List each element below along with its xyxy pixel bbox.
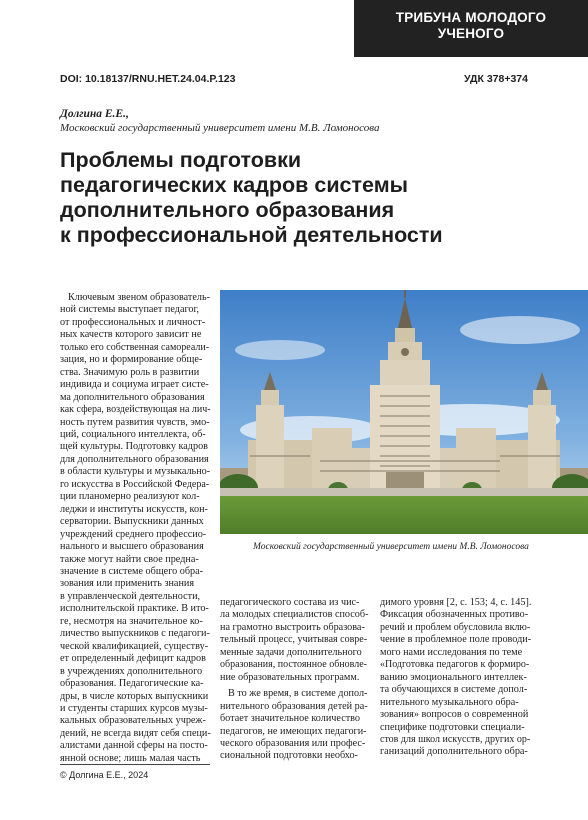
body-text-line: также могут найти свое предна- — [60, 553, 199, 565]
body-text-line: ных качеств которого зависит не — [60, 329, 202, 341]
body-text-line: педагогического состава из чис- — [220, 597, 360, 608]
body-text-line: ций, социального интеллекта, об- — [60, 428, 206, 440]
body-text-line: Фиксация обозначенных противо- — [380, 609, 529, 621]
body-text-line: как сфера, воздействующая на лич- — [60, 404, 211, 416]
body-text-line: стов для школ искусств, других ор- — [380, 733, 531, 745]
copyright-note: © Долгина Е.Е., 2024 — [60, 770, 149, 780]
body-text-line: от профессиональных и личност- — [60, 316, 206, 328]
body-text-line: ние образовательных программ. — [220, 671, 360, 683]
body-text-line: ческой квалификацией, существу- — [60, 640, 209, 652]
body-text-line: «Подготовка педагогов к формиро- — [380, 659, 530, 671]
title-line: Проблемы подготовки — [60, 148, 302, 172]
title-line: педагогических кадров системы — [60, 173, 408, 197]
body-text-line: исполнительской практике. В ито- — [60, 603, 209, 615]
body-text-line: менные задачи дополнительного — [220, 646, 362, 658]
badge-line-2: УЧЕНОГО — [437, 26, 505, 41]
body-text-line: тельный процесс, учитывая совре- — [220, 634, 368, 646]
body-text-line: нительного образования детей ра- — [220, 700, 368, 712]
body-text-line: димого уровня [2, с. 153; 4, с. 145]. — [380, 597, 532, 608]
body-text-line: ла молодых специалистов способ- — [220, 609, 369, 621]
udk-code: УДК 378+374 — [464, 73, 528, 85]
body-text-line: та обучающихся в системе допол- — [380, 684, 528, 696]
body-text-line: го искусства в Российской Федера- — [60, 478, 210, 490]
title-line: к профессиональной деятельности — [60, 223, 443, 247]
body-text-line: сиональной подготовки необхо- — [220, 750, 358, 762]
body-text-line: ной системы выступает педагог, — [60, 304, 200, 316]
footnote-divider — [60, 764, 210, 765]
body-text-line: специфике подготовки специали- — [380, 721, 525, 733]
body-text-line: образования. Педагогические ка- — [60, 678, 204, 690]
doi-link[interactable]: DOI: 10.18137/RNU.HET.24.04.P.123 — [60, 73, 236, 85]
journal-section-badge — [354, 0, 588, 57]
body-text-right-column — [380, 597, 530, 759]
body-text-line: для дополнительного образования — [60, 453, 209, 465]
body-text-line: ботает значительное количество — [220, 713, 361, 725]
body-text-line: нительного музыкального обра- — [380, 696, 519, 708]
body-text-line: чение в проблемное поле проводи- — [380, 634, 532, 646]
body-text-line: в управленческой деятельности, — [60, 590, 201, 602]
body-text-line: ства. Значимую роль в развитии — [60, 366, 200, 378]
body-text-line: ганизаций дополнительного обра- — [380, 746, 528, 758]
body-text-line: ческого образования или профес- — [220, 737, 366, 749]
body-text-line: дры, в числе которых выпускники — [60, 690, 209, 702]
body-text-line: в области культуры и музыкально- — [60, 466, 211, 478]
body-text-line: только его собственная самореали- — [60, 341, 210, 353]
body-text-line: ма дополнительного образования — [60, 391, 205, 403]
body-text-line: нального и высшего образования — [60, 541, 204, 553]
body-text-line: зования или применить знания — [60, 578, 195, 590]
body-text-middle-column — [220, 597, 368, 763]
body-text-line: на грамотно выстроить образова- — [220, 621, 365, 633]
body-text-line: ции планомерно реализуют кол- — [60, 491, 200, 503]
body-text-line: личество выпускников с педагоги- — [60, 628, 210, 640]
body-text-line: учреждений среднего профессио- — [60, 528, 207, 540]
title-line: дополнительного образования — [60, 198, 395, 222]
body-text-line: значение в системе общего обра- — [60, 565, 204, 577]
author-affiliation: Московский государственный университет имени М.В. Ломоносова — [60, 122, 380, 134]
body-text-line: щей культуры. Подготовку кадров — [60, 441, 208, 453]
body-text-line: зация, но и формирование обще- — [60, 354, 203, 366]
author-name: Долгина Е.Е., — [60, 108, 129, 120]
body-text-line: кальных образовательных учреж- — [60, 715, 206, 727]
body-text-line: зования» вопросов о современной — [380, 709, 529, 721]
body-text-line: речий и проблем обусловила вклю- — [380, 621, 531, 633]
body-text-line: образования, постоянное обновле- — [220, 659, 367, 671]
badge-line-1: ТРИБУНА МОЛОДОГО — [395, 10, 547, 25]
body-text-line: алистами данной сферы на посто- — [60, 740, 208, 752]
body-text-line: леджи и институты искусств, кон- — [60, 503, 208, 515]
body-text-line: ге, несмотря на значительное ко- — [60, 615, 203, 627]
body-text-line: в учреждениях дополнительного — [60, 665, 203, 677]
body-text-line: мого нами исследования по теме — [380, 646, 523, 658]
body-text-line: дений, не всегда видят себя специ- — [60, 727, 211, 739]
body-text-line: Ключевым звеном образователь- — [68, 292, 211, 303]
body-text-line: и студенты старших курсов музы- — [60, 702, 208, 714]
photo-caption: Московский государственный университет имени М.В. Ломоносова — [253, 542, 529, 552]
body-text-line: ет определенный дефицит кадров — [60, 653, 206, 665]
body-text-line: ность путем развития чувств, эмо- — [60, 416, 210, 428]
body-text-line: янной основе; лишь малая часть — [60, 752, 201, 764]
body-text-left-column — [60, 292, 210, 765]
university-building-photo — [220, 290, 588, 534]
body-text-line: педагогов, не имеющих педагоги- — [220, 725, 367, 737]
body-text-line: ванию эмоционального интеллек- — [380, 671, 527, 683]
article-title — [60, 148, 530, 248]
body-text-line: серватории. Выпускники данных — [60, 516, 204, 528]
body-text-line: индивида и социума играет систе- — [60, 379, 209, 391]
body-text-line: В то же время, в системе допол- — [228, 688, 368, 700]
